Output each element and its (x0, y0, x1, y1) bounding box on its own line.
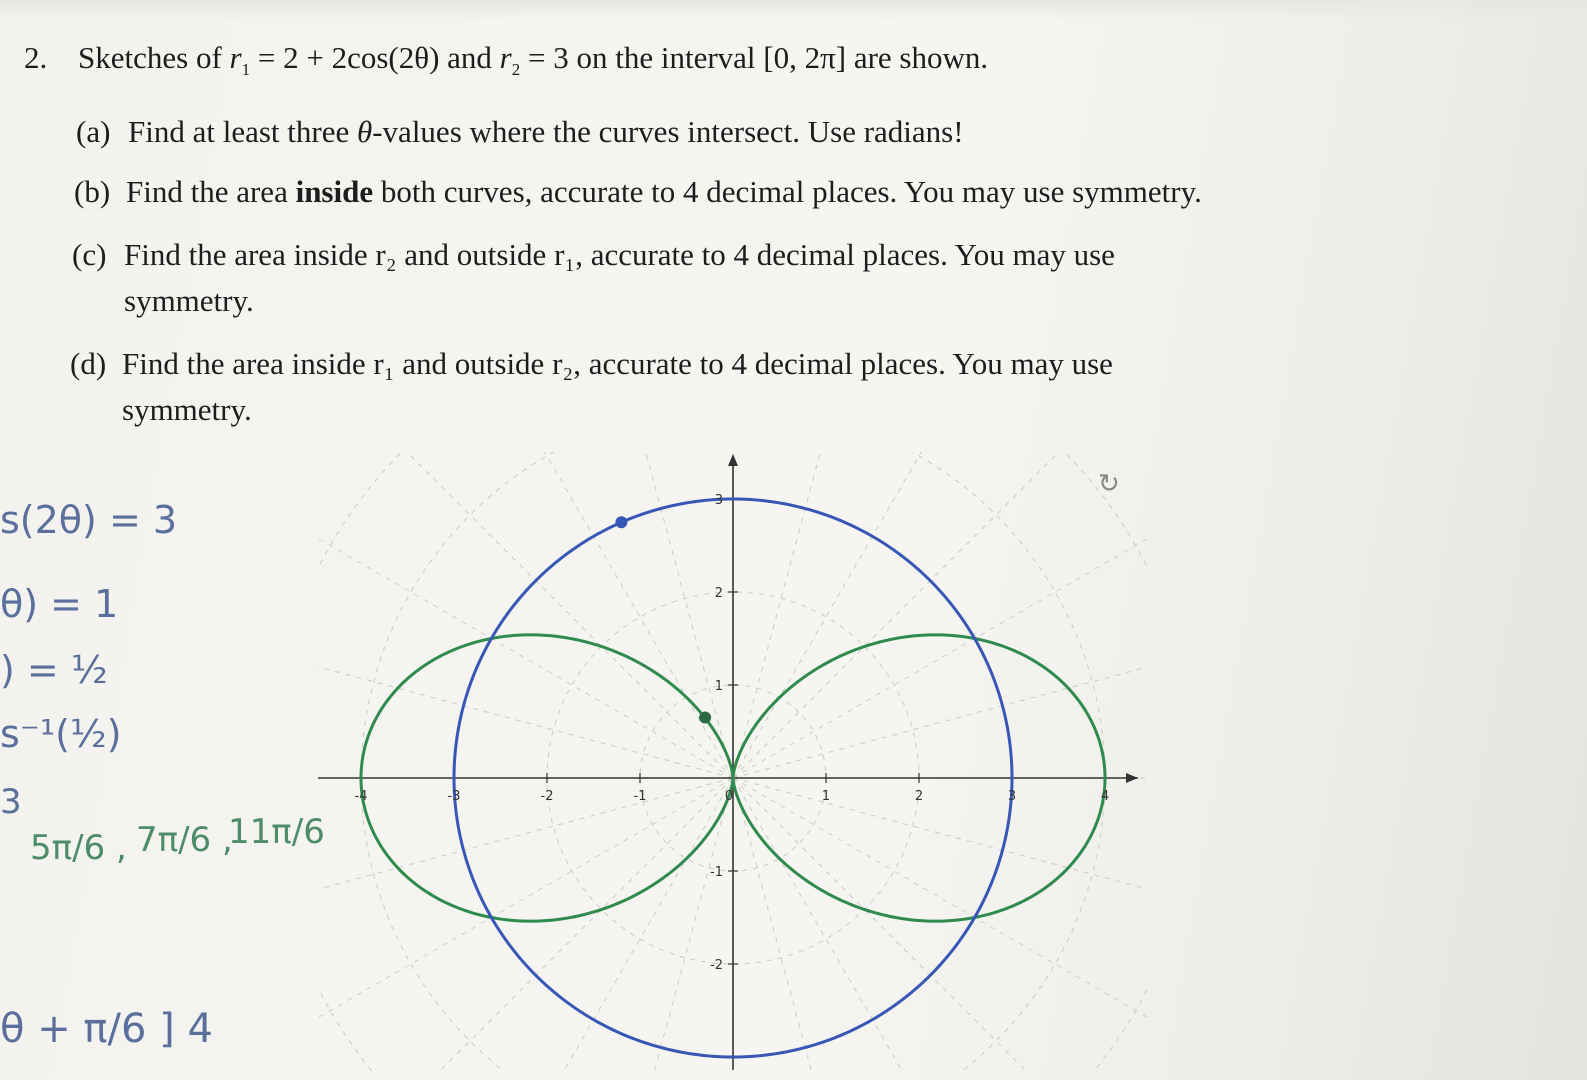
grid-radial-line (733, 452, 1148, 778)
y-tick-label: 3 (714, 493, 723, 508)
part-d-line1: Find the area inside r₁ and outside r₂, accurate to 4 decimal places. You may use (122, 346, 1113, 381)
part-c-label: (c) (72, 237, 107, 272)
graph-tick-labels (355, 493, 1110, 973)
part-c (72, 237, 1115, 319)
marked-point (615, 516, 627, 528)
grid-radial-line (318, 778, 733, 1072)
handwriting-solution-2: 7π/6 , (136, 820, 233, 860)
grid-radial-line (733, 778, 1148, 1072)
grid-radial-line (383, 778, 733, 1072)
handwriting-line5: 3 (0, 782, 22, 822)
grid-radial-line (318, 778, 733, 959)
handwriting-line2: θ) = 1 (0, 582, 119, 626)
x-tick-label: 3 (1007, 789, 1017, 804)
grid-radial-line (733, 452, 1083, 778)
part-b-label: (b) (74, 174, 111, 209)
x-tick-label: -1 (633, 789, 647, 804)
handwriting-solution-3: 11π/6 (228, 812, 325, 852)
marked-point (699, 712, 711, 724)
handwriting-line4: s⁻¹(½) (0, 712, 122, 756)
part-a-label: (a) (76, 114, 111, 149)
page-top-shadow (0, 0, 1587, 20)
x-tick-label: 4 (1100, 789, 1110, 804)
reset-view-icon[interactable]: ↻ (1098, 469, 1120, 499)
grid-radial-line (733, 597, 1148, 778)
handwriting-bottom: θ + π/6 ] 4 (0, 1006, 213, 1052)
question-number: 2. (24, 40, 48, 75)
x-tick-label: 2 (914, 789, 924, 804)
y-tick-label: 1 (714, 679, 723, 694)
grid-radial-line (733, 778, 914, 1072)
part-b-text-post: both curves, accurate to 4 decimal places. You may use symmetry. (373, 174, 1202, 209)
grid-radial-line (383, 452, 733, 778)
r1-sub: 1 (241, 60, 251, 80)
grid-radial-line (552, 778, 733, 1072)
y-tick-label: -2 (710, 958, 723, 973)
grid-radial-line (733, 452, 1148, 778)
x-axis-arrow (1126, 773, 1138, 783)
r2-var: r (499, 40, 512, 75)
part-d (70, 346, 1113, 428)
part-b (74, 174, 1202, 210)
grid-radial-line (318, 778, 733, 1072)
handwriting-solution-1: 5π/6 , (30, 828, 127, 868)
part-c-line1: Find the area inside r₂ and outside r₁, accurate to 4 decimal places. You may use (124, 237, 1115, 272)
grid-radial-line (733, 778, 1148, 959)
part-c-line2: symmetry. (124, 283, 254, 318)
y-tick-label: -1 (710, 865, 723, 880)
x-tick-label: -3 (447, 789, 461, 804)
y-axis-arrow (728, 454, 738, 466)
x-tick-label: 1 (821, 789, 831, 804)
part-a (76, 114, 964, 150)
x-tick-label: -4 (354, 789, 368, 804)
x-tick-label: -2 (540, 789, 554, 804)
r1-expr: = 2 + 2cos(2θ) and (250, 40, 500, 75)
x-tick-label: 0 (724, 789, 734, 804)
question-title (24, 40, 988, 80)
title-suffix: = 3 on the interval [0, 2π] are shown. (520, 40, 989, 75)
r1-var: r (229, 40, 242, 75)
part-a-text-pre: Find at least three (128, 114, 357, 149)
handwriting-line3: ) = ½ (0, 648, 108, 692)
grid-radial-line (318, 452, 733, 778)
polar-graph (318, 452, 1148, 1072)
part-b-text-pre: Find the area (126, 174, 296, 209)
title-prefix: Sketches of (78, 40, 230, 75)
part-a-theta: θ (357, 114, 373, 149)
grid-radial-line (733, 778, 1083, 1072)
grid-radial-line (733, 778, 1148, 1072)
r2-sub: 2 (511, 60, 521, 80)
part-b-bold: inside (295, 174, 374, 209)
handwriting-line1: s(2θ) = 3 (0, 498, 178, 542)
grid-radial-line (318, 597, 733, 778)
part-a-text-post: -values where the curves intersect. Use radians! (372, 114, 964, 149)
grid-radial-line (318, 452, 733, 778)
part-d-line2: symmetry. (122, 392, 252, 427)
part-d-label: (d) (70, 346, 107, 381)
y-tick-label: 2 (714, 586, 723, 601)
